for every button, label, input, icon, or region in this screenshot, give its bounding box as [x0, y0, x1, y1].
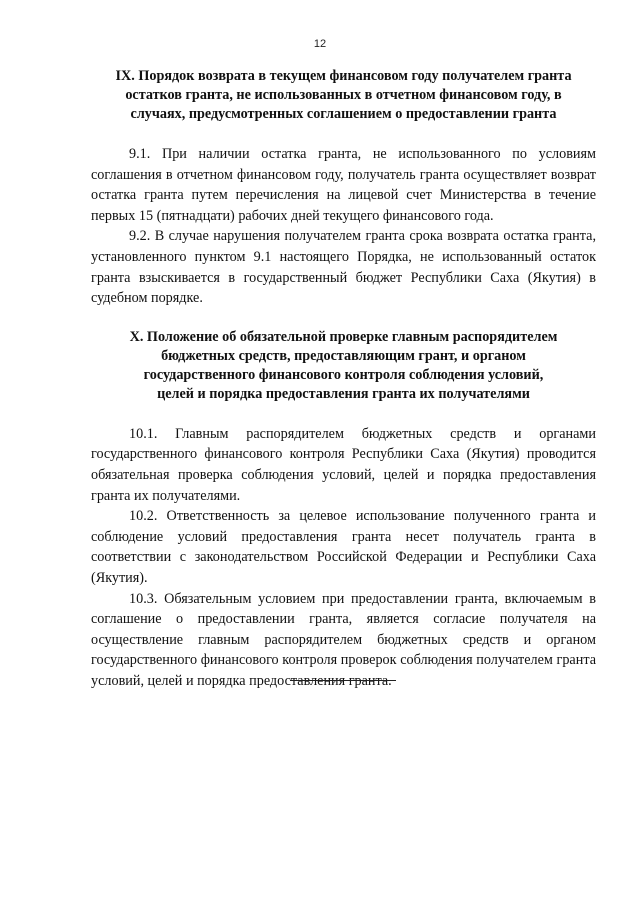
section-9-heading-line: случаях, предусмотренных соглашением о предоставлении гранта	[130, 106, 557, 122]
section-10-heading-line: бюджетных средств, предоставляющим грант, и органом	[161, 347, 526, 364]
section-10-heading-line: государственного финансового контроля соблюдения условий,	[143, 366, 544, 383]
section-9-heading-line: остатков гранта, не использованных в отчетном финансовом году, в	[125, 87, 562, 103]
section-9-heading-line: IX. Порядок возврата в текущем финансовом году получателем гранта	[115, 68, 572, 84]
paragraph-10-1: 10.1. Главным распорядителем бюджетных средств и органами государственного финансового контроля Республики Саха (Якутия) проводится обязательная проверка соблюдения условий, целей и порядка предоставления гранта их получателями.	[91, 425, 596, 504]
section-10-heading	[91, 328, 596, 404]
spacer	[91, 124, 596, 144]
document-body	[91, 67, 596, 691]
paragraph-9-2: 9.2. В случае нарушения получателем гранта срока возврата остатка гранта, установленного пунктом 9.1 настоящего Порядка, не использованный остаток гранта взыскивается в государственный бюджет Республики Саха (Якутия) в судебном порядке.	[91, 228, 596, 307]
section-9-heading	[91, 67, 596, 124]
end-of-document-line	[290, 680, 396, 681]
paragraph-10-2: 10.2. Ответственность за целевое использование полученного гранта и соблюдение условий предоставления гранта несет получатель гранта в соответствии с законодательством Российской Федерации и Республики Саха (Якутия).	[91, 508, 596, 586]
paragraph-9-1: 9.1. При наличии остатка гранта, не использованного по условиям соглашения в отчетном финансовом году, получатель гранта осуществляет возврат остатка гранта путем перечисления на лицевой счет Министерства в течение первых 15 (пятнадцати) рабочих дней текущего финансового года.	[91, 146, 596, 224]
spacer	[91, 404, 596, 424]
section-10-heading-line: X. Положение об обязательной проверке главным распорядителем	[129, 328, 558, 345]
paragraph-10-3: 10.3. Обязательным условием при предоставлении гранта, включаемым в соглашение о предоставлении гранта, является согласие получателя на осуществление главным распорядителем бюджетных средств и органом государственного финансового контроля проверок соблюдения получателем гранта условий, целей и порядка предоставления гранта.	[91, 590, 596, 689]
spacer	[91, 309, 596, 328]
page-number: 12	[313, 38, 327, 50]
section-10-heading-line: целей и порядка предоставления гранта их получателями	[157, 385, 530, 402]
